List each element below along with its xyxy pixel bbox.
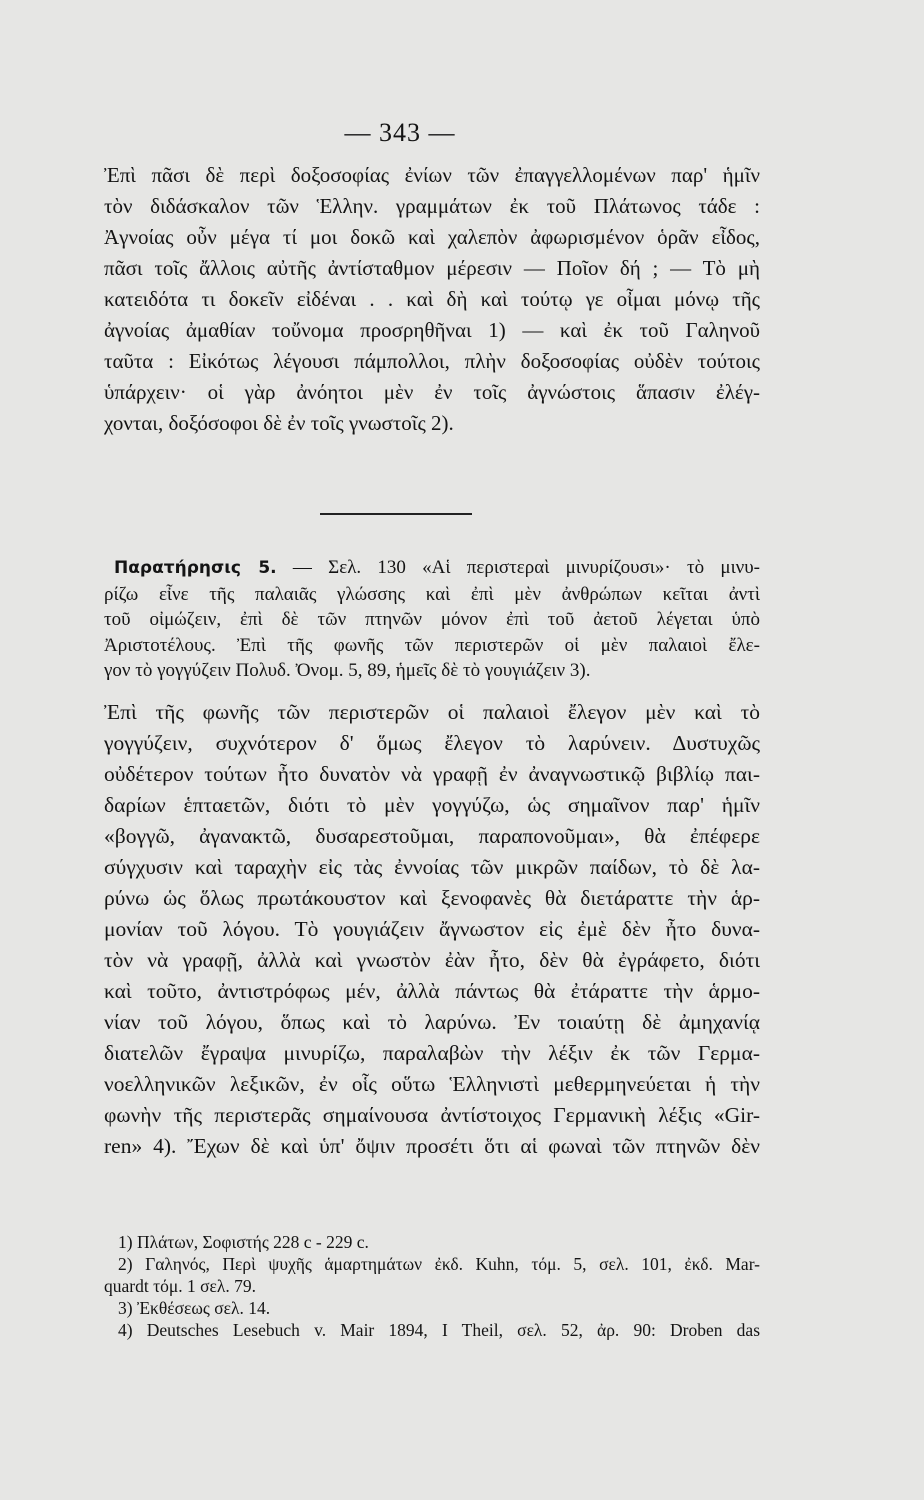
note-first-line-text: — Σελ. 130 «Αἱ περιστεραὶ μινυρίζουσι»· τὸ μινυ-	[292, 557, 761, 578]
text-line: τὸν διδάσκαλον τῶν Ἑλλην. γραμμάτων ἐκ τοῦ Πλάτωνος τάδε :	[104, 194, 760, 218]
note-title: Παρατήρησις 5.	[114, 558, 277, 578]
text-line: «βογγῶ, ἀγανακτῶ, δυσαρεστοῦμαι, παραπονοῦμαι», θὰ ἐπέφερε	[104, 824, 760, 848]
text-line: διατελῶν ἔγραψα μινυρίζω, παραλαβὼν τὴν λέξιν ἐκ τῶν Γερμα-	[104, 1041, 760, 1065]
text-line: ρύνω ὡς ὅλως πρωτάκουστον καὶ ξενοφανὲς θὰ διετάραττε τὴν ἁρ-	[104, 886, 760, 910]
text-line: ταῦτα : Εἰκότως λέγουσι πάμπολλοι, πλὴν δοξοσοφίας οὐδὲν τούτοις	[104, 349, 760, 373]
footnote-2: 2) Γαληνός, Περὶ ψυχῆς ἁμαρτημάτων ἐκδ. Kuhn, τόμ. 5, σελ. 101, ἐκδ. Mar-	[118, 1254, 760, 1274]
text-line: γον τὸ γογγύζειν Πολυδ. Ὀνομ. 5, 89, ἡμεῖς δὲ τὸ γουγιάζειν 3).	[104, 660, 591, 681]
text-line: γογγύζειν, συχνότερον δ' ὅμως ἔλεγον τὸ λαρύνειν. Δυστυχῶς	[104, 731, 760, 755]
text-line: ρίζω εἶνε τῆς παλαιᾶς γλώσσης καὶ ἐπὶ μὲν ἀνθρώπων κεῖται ἀντὶ	[104, 583, 760, 605]
text-line: κατειδότα τι δοκεῖν εἰδέναι . . καὶ δὴ καὶ τούτῳ γε οἶμαι μόνῳ τῆς	[104, 287, 760, 311]
text-line: πᾶσι τοῖς ἄλλοις αὐτῆς ἀντίσταθμον μέρεσιν — Ποῖον δή ; — Τὸ μὴ	[104, 256, 760, 280]
text-line: ἀγνοίας ἀμαθίαν τοὔνομα προσρηθῆναι 1) — καὶ ἐκ τοῦ Γαληνοῦ	[104, 318, 760, 342]
text-line: σύγχυσιν καὶ ταραχὴν εἰς τὰς ἐννοίας τῶν μικρῶν παίδων, τὸ δὲ λα-	[104, 855, 760, 879]
text-line: χονται, δοξόσοφοι δὲ ἐν τοῖς γνωστοῖς 2).	[104, 411, 454, 435]
footnote-4: 4) Deutsches Lesebuch v. Mair 1894, I Theil, σελ. 52, ἀρ. 90: Droben das	[118, 1320, 760, 1340]
text-line: νοελληνικῶν λεξικῶν, ἐν οἷς οὕτω Ἑλληνιστὶ μεθερμηνεύεται ἡ τὴν	[104, 1072, 760, 1096]
page-number: — 343 —	[344, 118, 456, 147]
footnotes	[104, 1231, 760, 1341]
section-divider	[320, 513, 472, 515]
text-line: ren» 4). Ἔχων δὲ καὶ ὑπ' ὄψιν προσέτι ὅτι αἱ φωναὶ τῶν πτηνῶν δὲν	[104, 1134, 760, 1158]
text-line: οὐδέτερον τούτων ἦτο δυνατὸν νὰ γραφῇ ἐν ἀναγνωστικῷ βιβλίῳ παι-	[104, 762, 760, 786]
text-line: μονίαν τοῦ λόγου. Τὸ γουγιάζειν ἄγνωστον εἰς ἐμὲ δὲν ἦτο δυνα-	[104, 917, 760, 941]
text-line: φωνὴν τῆς περιστερᾶς σημαίνουσα ἀντίστοιχος Γερμανικὴ λέξις «Gir-	[104, 1103, 760, 1127]
text-line: Ἀριστοτέλους. Ἐπὶ τῆς φωνῆς τῶν περιστερῶν οἱ μὲν παλαιοὶ ἔλε-	[104, 634, 760, 656]
text-line: Ἀγνοίας οὖν μέγα τί μοι δοκῶ καὶ χαλεπὸν ἀφωρισμένον ὁρᾶν εἶδος,	[104, 225, 760, 249]
text-line: καὶ τοῦτο, ἀντιστρόφως μέν, ἀλλὰ πάντως θὰ ἐτάραττε τὴν ἁρμο-	[104, 979, 760, 1003]
text-line: τὸν νὰ γραφῇ, ἀλλὰ καὶ γνωστὸν ἐὰν ἦτο, δὲν θὰ ἐγράφετο, διότι	[104, 948, 760, 972]
paragraph-2	[104, 697, 760, 1162]
remark-note	[104, 555, 760, 684]
text-line: δαρίων ἑπταετῶν, διότι τὸ μὲν γογγύζω, ὡς σημαῖνον παρ' ἡμῖν	[104, 793, 760, 817]
footnote-1: 1) Πλάτων, Σοφιστής 228 c - 229 c.	[118, 1232, 369, 1252]
text-line: Ἐπὶ πᾶσι δὲ περὶ δοξοσοφίας ἐνίων τῶν ἐπαγγελλομένων παρ' ἡμῖν	[104, 163, 760, 187]
footnote-3: 3) Ἐκθέσεως σελ. 14.	[118, 1298, 271, 1318]
paragraph-1	[104, 160, 760, 439]
text-line: νίαν τοῦ λόγου, ὅπως καὶ τὸ λαρύνω. Ἐν τοιαύτῃ δὲ ἀμηχανίᾳ	[104, 1010, 760, 1034]
note-first-line	[104, 555, 760, 582]
text-line: ὑπάρχειν· οἱ γὰρ ἀνόητοι μὲν ἐν τοῖς ἀγνώστοις ἅπασιν ἐλέγ-	[104, 380, 760, 404]
text-line: Ἐπὶ τῆς φωνῆς τῶν περιστερῶν οἱ παλαιοὶ ἔλεγον μὲν καὶ τὸ	[104, 700, 760, 724]
text-line: τοῦ οἰμώζειν, ἐπὶ δὲ τῶν πτηνῶν μόνον ἐπὶ τοῦ ἀετοῦ λέγεται ὑπὸ	[104, 609, 760, 630]
footnote-2-continued: quardt τόμ. 1 σελ. 79.	[104, 1276, 257, 1296]
